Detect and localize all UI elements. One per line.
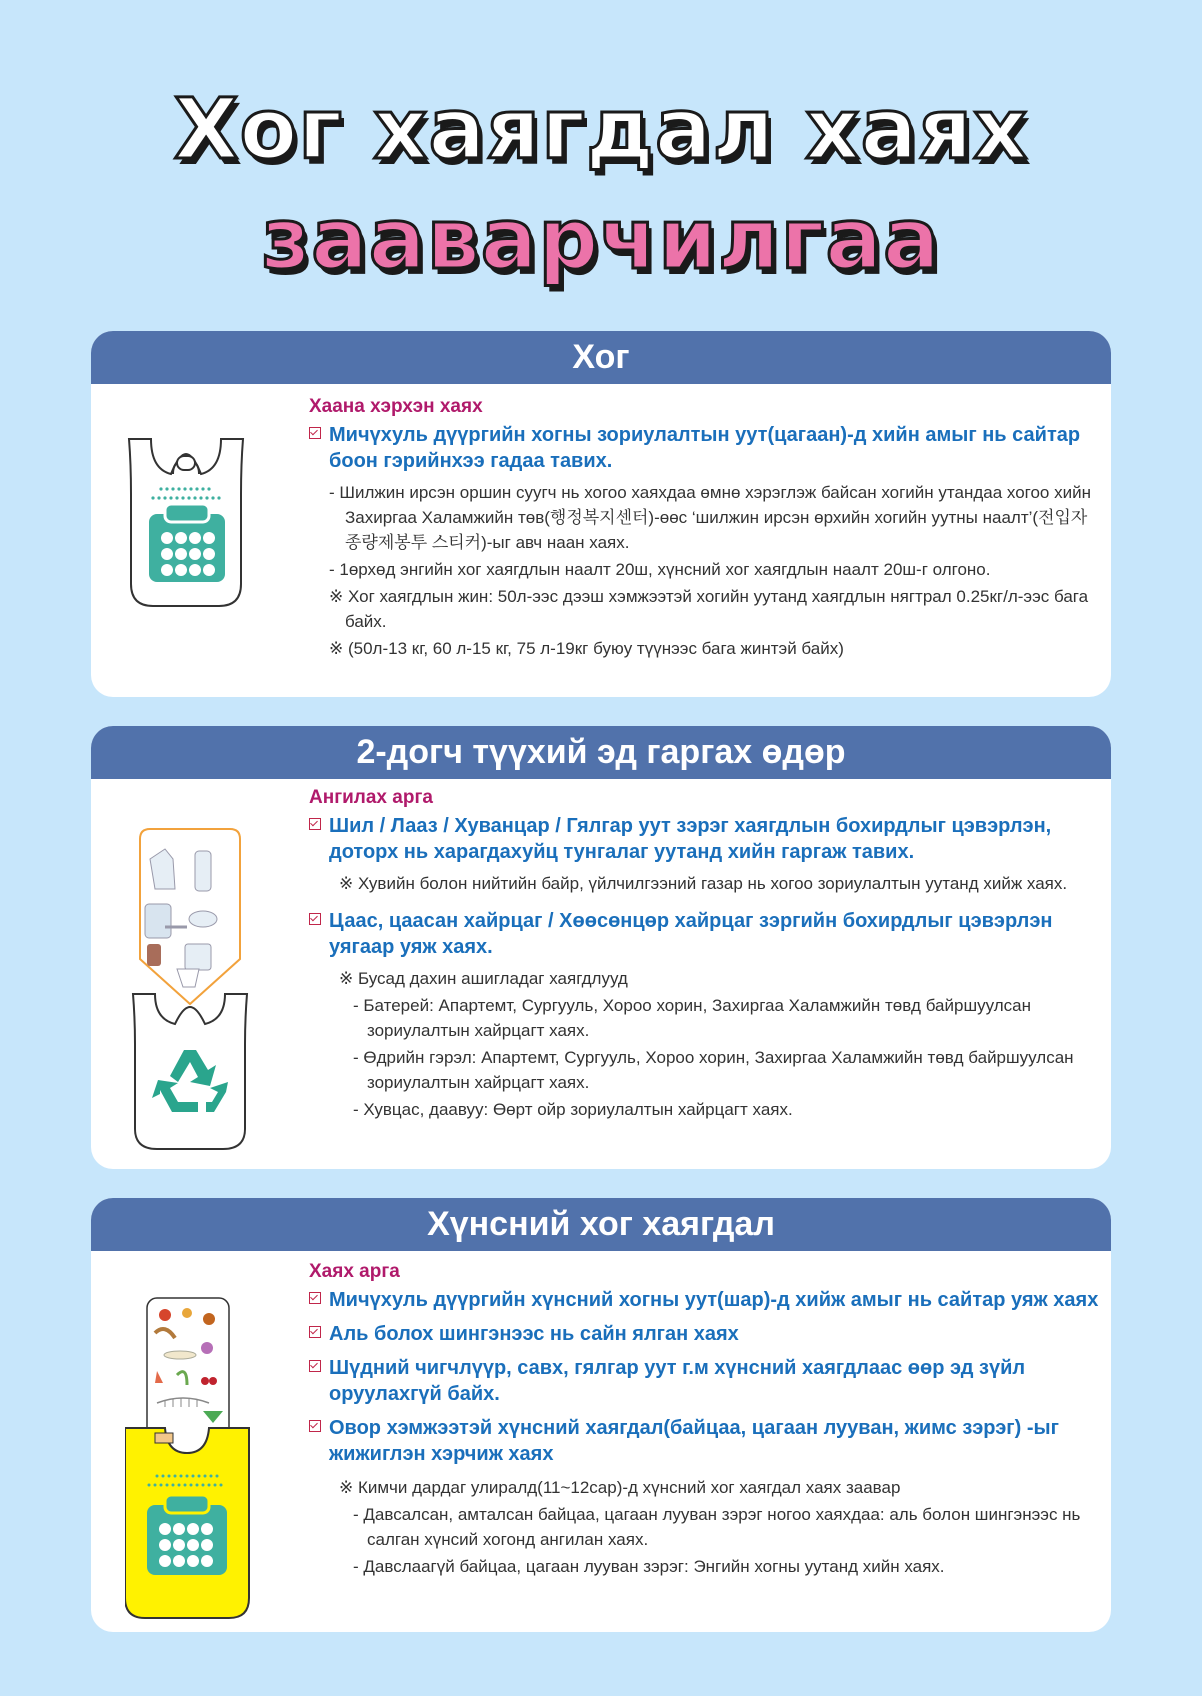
section-recyclables (91, 726, 1111, 1169)
instruction-main: Шил / Лааз / Хуванцар / Гялгар уут зэрэг хаягдлын бохирдлыг цэвэрлэн, доторх нь харагдахуйц тунгалаг уутанд хийн гаргаж тавих. (309, 813, 1105, 865)
note-item: ※ Хог хаягдлын жин: 50л-ээс дээш хэмжээтэй хогийн уутанд хаягдлын нягтрал 0.25кг/л-ээс бага байх. (329, 587, 1089, 631)
yellow-food-waste-bag-icon (125, 1293, 255, 1628)
instruction-main: Мичүхуль дүүргийн хүнсний хогны уут(шар)-д хийж амыг нь сайтар уяж хаях (309, 1287, 1105, 1313)
section-food-waste (91, 1198, 1111, 1632)
instruction-main: Мичүхуль дүүргийн хогны зориулалтын уут(цагаан)-д хийн амыг нь сайтар боон гэрийнхээ гадаа тавих. (309, 422, 1105, 474)
section-header: 2-догч түүхий эд гаргах өдөр (91, 726, 1111, 779)
checkbox-icon (309, 1420, 321, 1432)
note-item: - Шилжин ирсэн оршин суугч нь хогоо хаяхдаа өмнө хэрэглэж байсан хогийн утандаа хогоо хийн Захиргаа Халамжийн төв(행정복지센터)-өөс ‘шилжин ирсэн өрхийн хогийн уутны наалт’(전입자 종량제봉투 스티커)-ыг авч наан хаях. (329, 483, 1091, 552)
sublist-item: - Давсалсан, амталсан байцаа, цагаан лууван зэрэг ногоо хаяхдаа: аль болон шингэнээс нь салган хүнсий хогонд ангилан хаях. (353, 1505, 1081, 1549)
instruction-main: Аль болох шингэнээс нь сайн ялган хаях (309, 1321, 1105, 1347)
note-item: ※ Хувийн болон нийтийн байр, үйлчилгээний газар нь хогоо зориулалтын уутанд хийж хаях. (339, 874, 1068, 893)
note-item: - 1өрхөд энгийн хог хаягдлын наалт 20ш, хүнсний хог хаягдлын наалт 20ш-г олгоно. (329, 560, 991, 579)
note-item: ※ Кимчи дардаг улиралд(11~12сар)-д хүнсний хог хаягдал хаях заавар (339, 1478, 901, 1497)
checkbox-icon (309, 1292, 321, 1304)
note-item: ※ Бусад дахин ашигладаг хаягдлууд (339, 969, 628, 988)
section-subtitle: Хаана хэрхэн хаях (309, 396, 483, 417)
sublist-item: - Хувцас, даавуу: Өөрт ойр зориулалтын хайрцагт хаях. (353, 1100, 793, 1119)
checkbox-icon (309, 427, 321, 439)
instruction-main: Шүдний чигчлүүр, савх, гялгар уут г.м хүнсний хаягдлаас өөр эд зүйл оруулахгүй байх. (309, 1355, 1105, 1407)
checkbox-icon (309, 818, 321, 830)
checkbox-icon (309, 913, 321, 925)
page-title-line2: зааварчилгаа (261, 190, 941, 288)
sublist-item: - Өдрийн гэрэл: Апартемт, Сургууль, Хороо хорин, Захиргаа Халамжийн төвд байршуулсан зориулалтын хайрцагт хаях. (353, 1048, 1074, 1092)
section-header: Хог (91, 331, 1111, 384)
note-item: ※ (50л-13 кг, 60 л-15 кг, 75 л-19кг буюу түүнээс бага жинтэй байх) (329, 639, 844, 658)
section-subtitle: Ангилах арга (309, 787, 433, 808)
white-trash-bag-icon (121, 434, 251, 619)
instruction-main: Овор хэмжээтэй хүнсний хаягдал(байцаа, цагаан лууван, жимс зэрэг) -ыг жижиглэн хэрчиж хаях (309, 1415, 1105, 1467)
page-title-line1: Хог хаягдал хаях (173, 80, 1029, 178)
recycle-bag-icon (125, 819, 255, 1160)
section-general-waste (91, 331, 1111, 697)
instruction-main: Цаас, цаасан хайрцаг / Хөөсөнцөр хайрцаг зэргийн бохирдлыг цэвэрлэн уягаар уяж хаях. (309, 908, 1105, 960)
sublist-item: - Батерей: Апартемт, Сургууль, Хороо хорин, Захиргаа Халамжийн төвд байршуулсан зориулалтын хайрцагт хаях. (353, 996, 1031, 1040)
section-header: Хүнсний хог хаягдал (91, 1198, 1111, 1251)
section-subtitle: Хаях арга (309, 1261, 400, 1282)
sublist-item: - Давслаагүй байцаа, цагаан лууван зэрэг: Энгийн хогны уутанд хийн хаях. (353, 1557, 945, 1576)
checkbox-icon (309, 1360, 321, 1372)
checkbox-icon (309, 1326, 321, 1338)
